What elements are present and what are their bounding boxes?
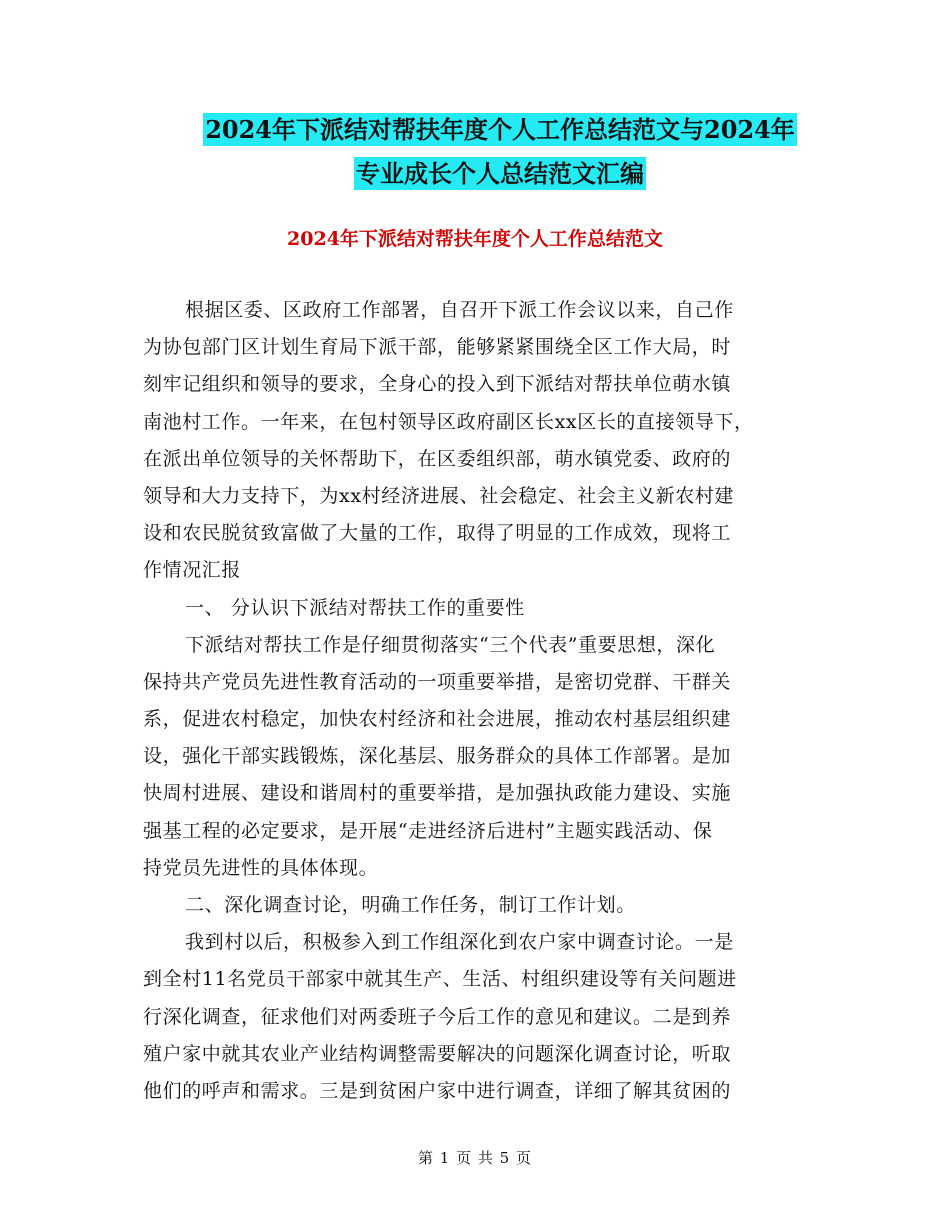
body-line: 系，促进农村稳定，加快农村经济和社会进展，推动农村基层组织建 <box>143 708 732 731</box>
body-line: 根据区委、区政府工作部署，自召开下派工作会议以来，自己作 <box>185 299 734 321</box>
body-line: 南池村工作。一年来，在包村领导区政府副区长xx区长的直接领导下， <box>143 410 754 433</box>
section-heading: 二、深化调查讨论，明确工作任务，制订工作计划。 <box>185 894 636 916</box>
title-highlight: 2024年下派结对帮扶年度个人工作总结范文与2024年 <box>205 115 795 144</box>
body-line: 行深化调查，征求他们对两委班子今后工作的意见和建议。二是到养 <box>143 1005 732 1028</box>
document-body <box>143 292 818 1110</box>
title-highlight: 专业成长个人总结范文汇编 <box>356 159 644 188</box>
body-line: 殖户家中就其农业产业结构调整需要解决的问题深化调查讨论，听取 <box>143 1042 732 1065</box>
document-title-line-1 <box>140 108 860 152</box>
section-title: 2024年下派结对帮扶年度个人工作总结范文 <box>287 228 663 250</box>
body-line: 下派结对帮扶工作是仔细贯彻落实“三个代表”重要思想，深化 <box>185 633 716 656</box>
body-line: 在派出单位领导的关怀帮助下，在区委组织部，萌水镇党委、政府的 <box>143 447 732 470</box>
body-line: 设和农民脱贫致富做了大量的工作，取得了明显的工作成效，现将工 <box>143 522 732 545</box>
body-line: 他们的呼声和需求。三是到贫困户家中进行调查，详细了解其贫困的 <box>143 1079 732 1102</box>
body-line: 我到村以后，积极参入到工作组深化到农户家中调查讨论。一是 <box>185 931 734 954</box>
document-title-line-2 <box>140 152 860 196</box>
section-heading: 一、 分认识下派结对帮扶工作的重要性 <box>185 596 525 619</box>
body-line: 保持共产党员先进性教育活动的一项重要举措，是密切党群、干群关 <box>143 670 732 693</box>
body-line: 设，强化干部实践锻炼，深化基层、服务群众的具体工作部署。是加 <box>143 745 732 768</box>
body-line: 持党员先进性的具体体现。 <box>143 856 379 879</box>
page-footer: 第 1 页 共 5 页 <box>418 1149 532 1167</box>
body-line: 快周村进展、建设和谐周村的重要举措，是加强执政能力建设、实施 <box>143 782 732 805</box>
body-line: 作情况汇报 <box>143 559 242 582</box>
body-line: 强基工程的必定要求，是开展“走进经济后进村”主题实践活动、保 <box>143 819 713 842</box>
body-line: 刻牢记组织和领导的要求，全身心的投入到下派结对帮扶单位萌水镇 <box>143 373 732 396</box>
body-line: 领导和大力支持下，为xx村经济进展、社会稳定、社会主义新农村建 <box>143 484 735 507</box>
body-line: 到全村11名党员干部家中就其生产、生活、村组织建设等有关问题进 <box>143 968 737 991</box>
body-line: 为协包部门区计划生育局下派干部，能够紧紧围绕全区工作大局，时 <box>143 336 732 359</box>
